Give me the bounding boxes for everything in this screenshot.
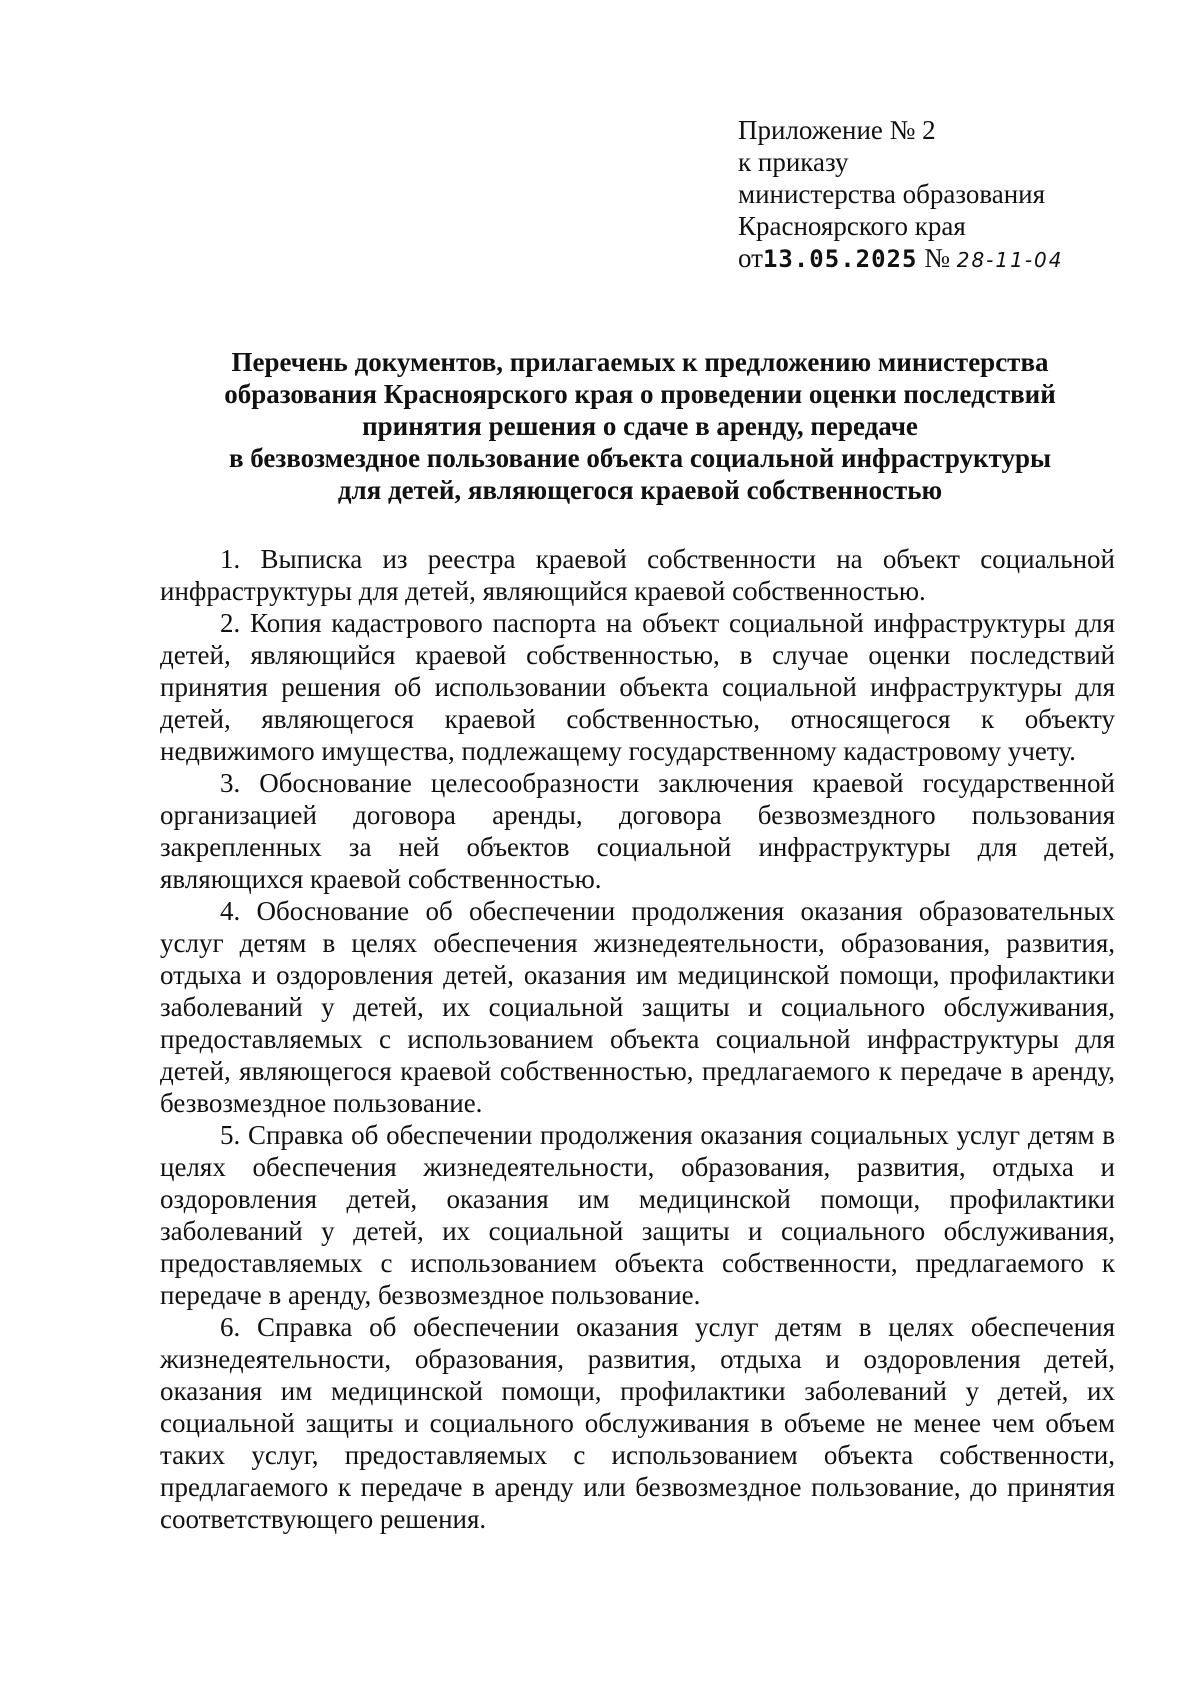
appendix-region: Красноярского края — [738, 211, 966, 241]
title-line: Перечень документов, прилагаемых к предложению министерства — [231, 347, 1049, 377]
appendix-number: Приложение № 2 — [738, 115, 936, 145]
appendix-order-ref: к приказу — [738, 147, 849, 177]
title-line: в безвозмездное пользование объекта социальной инфраструктуры — [228, 443, 1052, 473]
title-line: образования Красноярского края о проведении оценки последствий — [224, 379, 1056, 409]
document-title — [160, 346, 1120, 506]
appendix-ministry: министерства образования — [738, 179, 1046, 209]
date-prefix: от — [738, 243, 763, 273]
order-number-handwritten: 28-11-04 — [956, 248, 1064, 272]
appendix-date-line — [738, 242, 1064, 276]
title-line: принятия решения о сдаче в аренду, передаче — [362, 411, 918, 441]
list-item: 1. Выписка из реестра краевой собственности на объект социальной инфраструктуры для детей, являющийся краевой собственностью. — [160, 544, 1115, 606]
list-item: 2. Копия кадастрового паспорта на объект социальной инфраструктуры для детей, являющийся краевой собственностью, в случае оценки последствий принятия решения об использовании объекта социальной инфраструктуры для детей, являющегося краевой собственностью, относящегося к объекту недвижимого имущества, подлежащему государственному кадастровому учету. — [160, 608, 1115, 766]
list-item: 3. Обоснование целесообразности заключения краевой государственной организацией договора аренды, договора безвозмездного пользования закрепленных за ней объектов социальной инфраструктуры для детей, являющихся краевой собственностью. — [160, 768, 1115, 894]
number-sign: № — [924, 243, 950, 273]
order-date: 13.05.2025 — [762, 245, 918, 273]
appendix-header — [738, 114, 1064, 276]
document-list — [160, 543, 1115, 1535]
title-line: для детей, являющегося краевой собственностью — [337, 475, 943, 505]
list-item: 6. Справка об обеспечении оказания услуг детям в целях обеспечения жизнедеятельности, образования, развития, отдыха и оздоровления детей, оказания им медицинской помощи, профилактики заболеваний у детей, их социальной защиты и социального обслуживания в объеме не менее чем объем таких услуг, предоставляемых с использованием объекта собственности, предлагаемого к передаче в аренду или безвозмездное пользование, до принятия соответствующего решения. — [160, 1312, 1115, 1534]
list-item: 5. Справка об обеспечении продолжения оказания социальных услуг детям в целях обеспечения жизнедеятельности, образования, развития, отдыха и оздоровления детей, оказания им медицинской помощи, профилактики заболеваний у детей, их социальной защиты и социального обслуживания, предоставляемых с использованием объекта собственности, предлагаемого к передаче в аренду, безвозмездное пользование. — [160, 1120, 1115, 1310]
list-item: 4. Обоснование об обеспечении продолжения оказания образовательных услуг детям в целях обеспечения жизнедеятельности, образования, развития, отдыха и оздоровления детей, оказания им медицинской помощи, профилактики заболеваний у детей, их социальной защиты и социального обслуживания, предоставляемых с использованием объекта социальной инфраструктуры для детей, являющегося краевой собственностью, предлагаемого к передаче в аренду, безвозмездное пользование. — [160, 896, 1115, 1118]
